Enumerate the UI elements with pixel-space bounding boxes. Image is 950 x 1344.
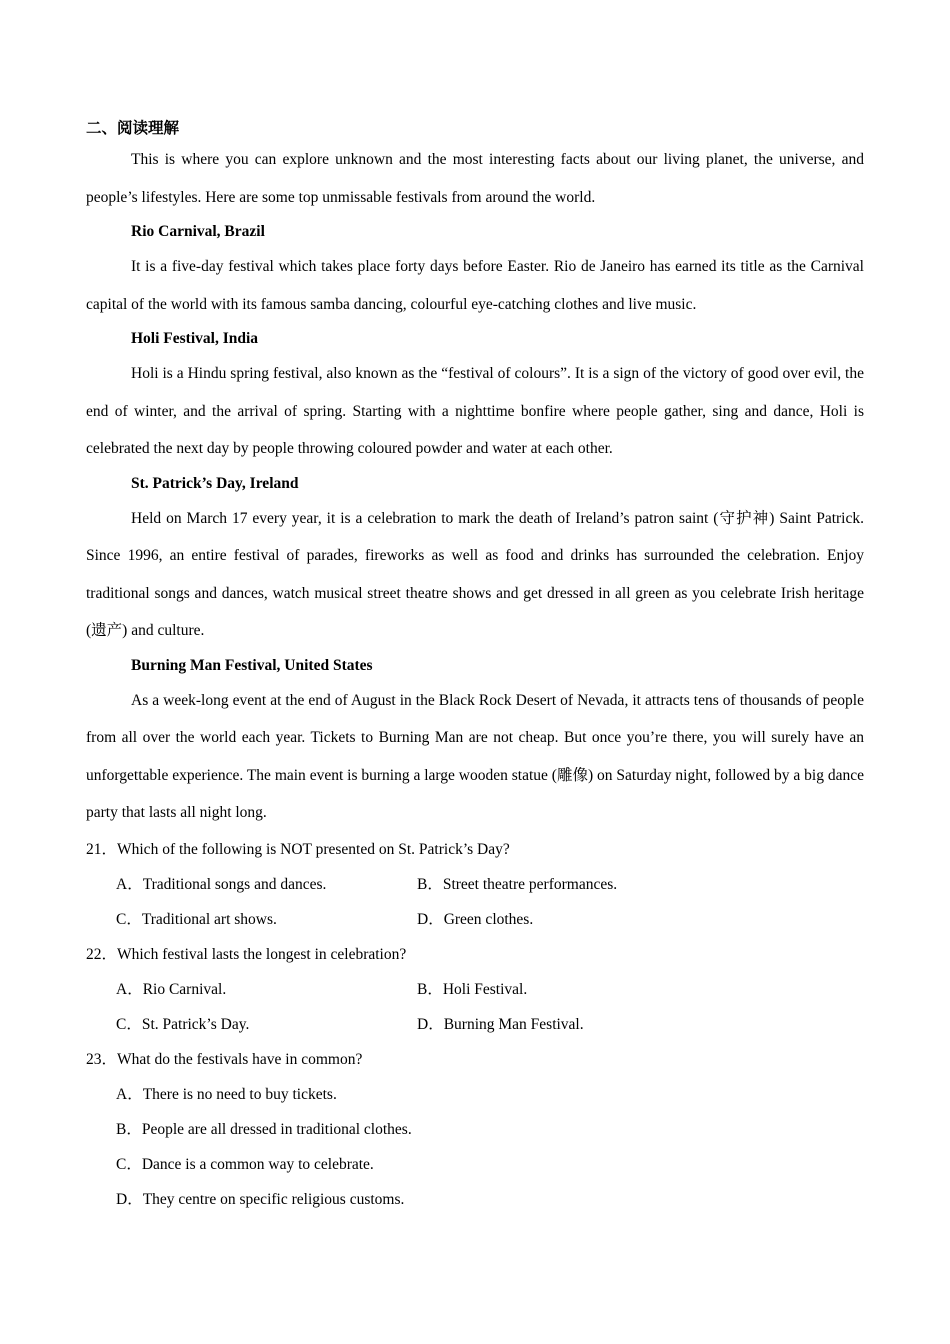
intro-paragraph: This is where you can explore unknown and the most interesting facts about our living planet, the universe, and people’s lifestyles. Here are some top unmissable festivals from around the world. — [86, 151, 864, 206]
festival-body-holi: Holi is a Hindu spring festival, also known as the “festival of colours”. It is a sign of the victory of good over evil, the end of winter, and the arrival of spring. Starting with a nighttime bonfire where people gather, sing and dance, Holi is celebrated the next day by people throwing coloured powder and water at each other. — [86, 365, 864, 457]
question-stem: 21．Which of the following is NOT presented on St. Patrick’s Day? — [86, 840, 510, 858]
section-title: 二、阅读理解 — [86, 120, 180, 137]
festival-heading-holi: Holi Festival, India — [131, 330, 259, 347]
option-c: C．Dance is a common way to celebrate. — [116, 1155, 374, 1173]
question-options — [86, 1077, 864, 1217]
document-page — [86, 117, 864, 1217]
option-d: D．They centre on specific religious customs. — [116, 1190, 405, 1208]
question-22 — [86, 937, 864, 1042]
question-21 — [86, 832, 864, 937]
option-a: A．There is no need to buy tickets. — [116, 1085, 337, 1103]
question-stem: 22．Which festival lasts the longest in celebration? — [86, 945, 407, 963]
festival-heading-burning-man: Burning Man Festival, United States — [131, 656, 373, 674]
festival-heading-rio: Rio Carnival, Brazil — [131, 223, 265, 240]
option-b: B．Street theatre performances. — [417, 875, 618, 893]
question-23 — [86, 1042, 864, 1217]
option-c: C．St. Patrick’s Day. — [116, 1015, 250, 1033]
festival-body-burning-man: As a week-long event at the end of August in the Black Rock Desert of Nevada, it attracts tens of thousands of people from all over the world each year. Tickets to Burning Man are not cheap. But once you’re there, you will surely have an unforgettable experience. The main event is burning a large wooden statue (雕像) on Saturday night, followed by a big dance party that lasts all night long. — [86, 691, 864, 821]
option-b: B．Holi Festival. — [417, 980, 528, 998]
option-a: A．Traditional songs and dances. — [116, 875, 327, 893]
festival-heading-st-patrick: St. Patrick’s Day, Ireland — [131, 474, 299, 492]
option-d: D．Green clothes. — [417, 910, 534, 928]
question-options — [86, 972, 864, 1042]
question-options — [86, 867, 864, 937]
festival-body-st-patrick: Held on March 17 every year, it is a celebration to mark the death of Ireland’s patron saint (守护神) Saint Patrick. Since 1996, an entire festival of parades, fireworks as well as food and drinks has surrounded the celebration. Enjoy traditional songs and dances, watch musical street theatre shows and get dressed in all green as you celebrate Irish heritage (遗产) and culture. — [86, 509, 864, 639]
question-stem: 23．What do the festivals have in common? — [86, 1050, 363, 1068]
option-c: C．Traditional art shows. — [116, 910, 277, 928]
option-a: A．Rio Carnival. — [116, 980, 227, 998]
option-b: B．People are all dressed in traditional clothes. — [116, 1120, 412, 1138]
festival-body-rio: It is a five-day festival which takes place forty days before Easter. Rio de Janeiro has earned its title as the Carnival capital of the world with its famous samba dancing, colourful eye-catching clothes and live music. — [86, 258, 864, 313]
option-d: D．Burning Man Festival. — [417, 1015, 584, 1033]
